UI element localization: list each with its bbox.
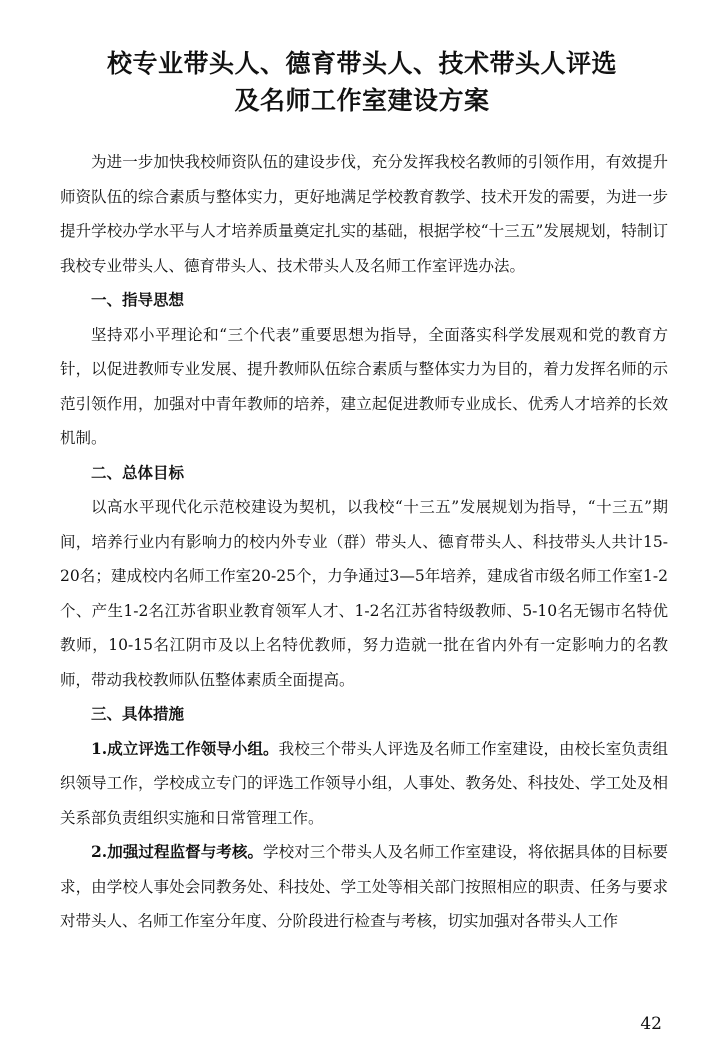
document-title-line-2: 及名师工作室建设方案 bbox=[234, 86, 490, 115]
section-heading-guiding-ideology: 一、指导思想 bbox=[91, 290, 185, 309]
measure-item-1 bbox=[60, 732, 668, 836]
document-title-line-1: 校专业带头人、德育带头人、技术带头人评选 bbox=[106, 49, 617, 78]
page-number: 42 bbox=[640, 1014, 662, 1034]
section-heading-overall-goals: 二、总体目标 bbox=[91, 462, 185, 482]
measure-item-1-lead: 1.成立评选工作领导小组。 bbox=[91, 738, 279, 758]
measure-item-2-lead: 2.加强过程监督与考核。 bbox=[91, 842, 264, 861]
overall-goals-paragraph: 以高水平现代化示范校建设为契机，以我校“十三五”发展规划为指导，“十三五”期间，培养行业内有影响力的校内外专业（群）带头人、德育带头人、科技带头人共计15-20名；建成校内名师工作室20-25个，力争通过3—5年培养，建成省市级名师工作室1-2个、产生1-2名江苏省职业教育领军人才、1-2名江苏省特级教师、5-10名无锡市名特优教师，10-15名江阴市及以上名特优教师，努力造就一批在省内外有一定影响力的名教师，带动我校教师队伍整体素质全面提高。 bbox=[60, 498, 668, 689]
measure-item-2 bbox=[60, 835, 668, 939]
guiding-ideology-paragraph: 坚持邓小平理论和“三个代表”重要思想为指导，全面落实科学发展观和党的教育方针，以促进教师专业发展、提升教师队伍综合素质与整体实力为目的，着力发挥名师的示范引领作用，加强对中青年教师的培养，建立起促进教师专业成长、优秀人才培养的长效机制。 bbox=[60, 325, 668, 447]
measure-item-1-body: 我校三个带头人评选及名师工作室建设，由校长室负责组织领导工作，学校成立专门的评选工作领导小组，人事处、教务处、科技处、学工处及相关系部负责组织实施和日常管理工作。 bbox=[60, 739, 668, 827]
document-body bbox=[60, 145, 668, 939]
intro-paragraph: 为进一步加快我校师资队伍的建设步伐，充分发挥我校名教师的引领作用，有效提升师资队伍的综合素质与整体实力，更好地满足学校教育教学、技术开发的需要，为进一步提升学校办学水平与人才培养质量奠定扎实的基础，根据学校“十三五”发展规划，特制订我校专业带头人、德育带头人、技术带头人及名师工作室评选办法。 bbox=[60, 153, 668, 275]
measure-item-2-body: 学校对三个带头人及名师工作室建设，将依据具体的目标要求，由学校人事处会同教务处、科技处、学工处等相关部门按照相应的职责、任务与要求对带头人、名师工作室分年度、分阶段进行检查与考核，切实加强对各带头人工作 bbox=[60, 843, 668, 930]
section-heading-specific-measures: 三、具体措施 bbox=[91, 704, 185, 723]
